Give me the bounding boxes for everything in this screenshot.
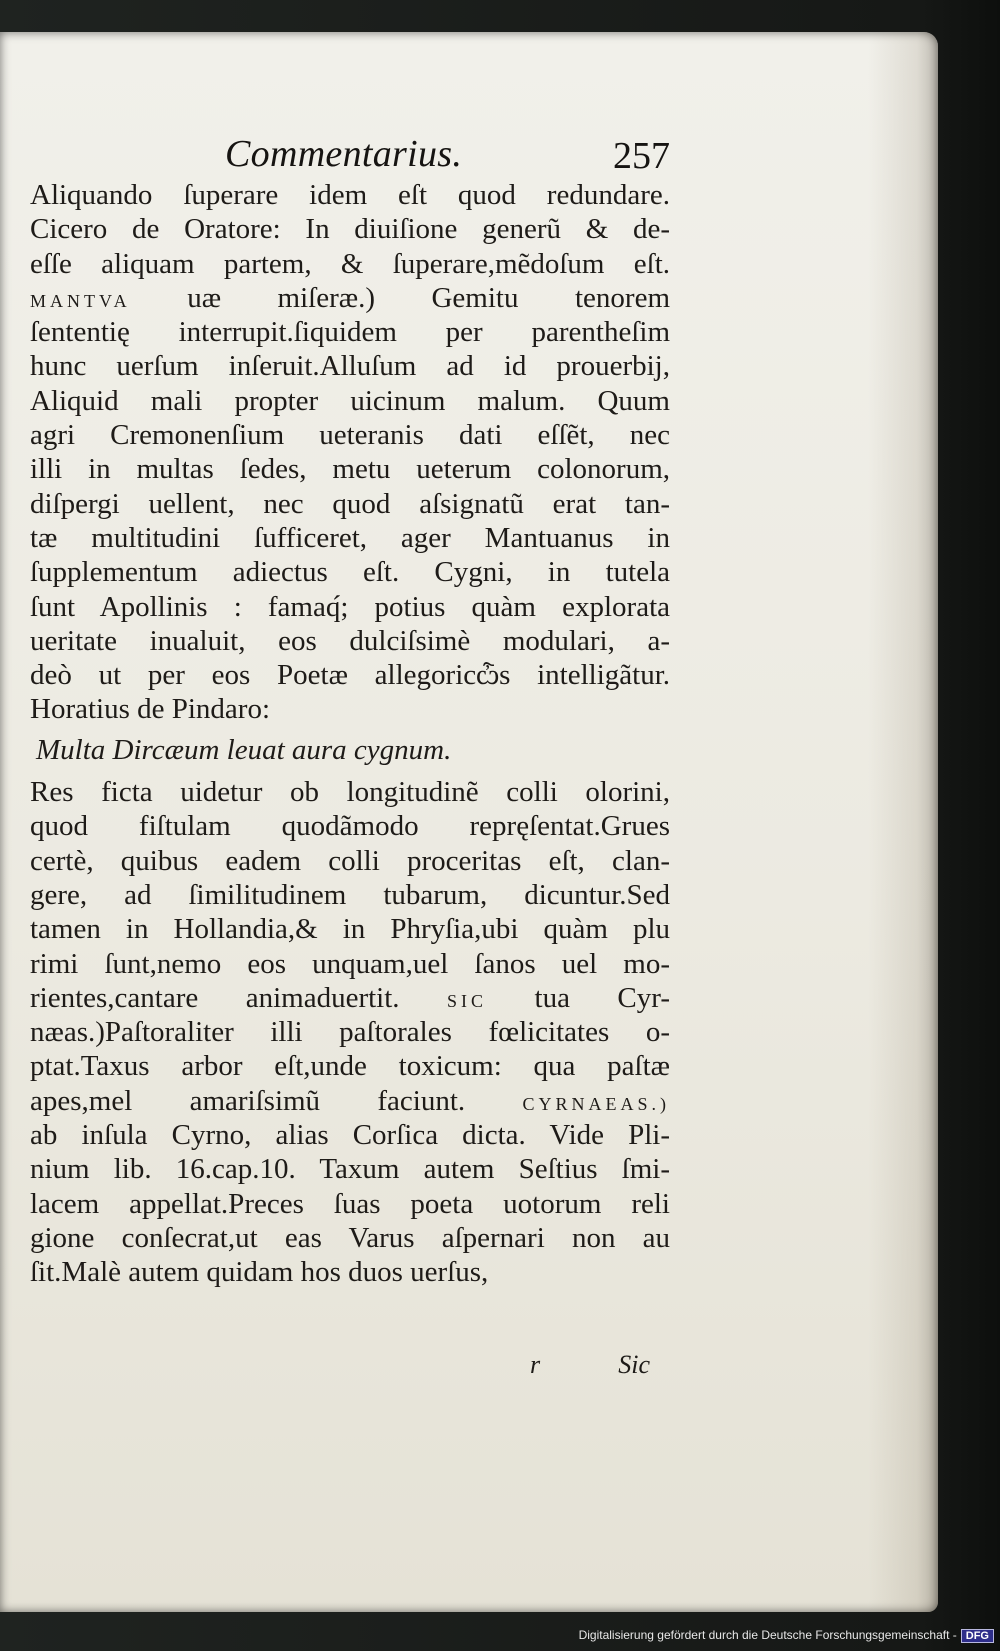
digitization-credit [579,1628,994,1643]
text-line [30,624,670,658]
text-segment: ſupplementum adiectus eſt. Cygni, in tutela [30,556,670,589]
text-segment: uæ miſeræ.) Gemitu tenorem [130,281,670,314]
lemma-smallcaps: CYRNAEAS.) [522,1093,670,1114]
text-line [30,178,670,212]
text-line [30,212,670,246]
text-segment: Res ficta uidetur ob longitudinẽ colli olorini, [30,776,670,809]
text-segment: Cicero de Oratore: In diuiſione generũ & de- [30,213,670,246]
text-line [30,1187,670,1221]
text-segment: lacem appellat.Preces ſuas poeta uotorum reli [30,1187,670,1220]
text-segment: eſſe aliquam partem, & ſuperare,mẽdoſum eſt. [30,247,670,280]
text-segment: nium lib. 16.cap.10. Taxum autem Seſtius ſmi- [30,1153,670,1186]
digitization-credit-text: Digitalisierung gefördert durch die Deutsche Forschungsgemeinschaft - [578,1628,957,1642]
text-segment: hunc uerſum inſeruit.Alluſum ad id prouerbij, [30,350,670,383]
dfg-logo: DFG [961,1629,994,1643]
text-segment: tamen in Hollandia,& in Phryſia,ubi quàm plu [30,913,670,946]
text-segment: diſpergi uellent, nec quod aſsignatũ erat tan- [30,487,670,520]
page-number: 257 [613,135,670,177]
text-segment: ſententię interrupit.ſiquidem per parentheſim [30,316,670,349]
text-line [30,315,670,349]
running-title: Commentarius. [225,133,463,175]
text-line [30,844,670,878]
signature-mark: r [530,1350,541,1379]
text-segment: certè, quibus eadem colli proceritas eſt, clan- [30,844,670,877]
text-line [30,878,670,912]
catchword: Sic [618,1350,650,1379]
page-footer [520,1350,650,1390]
text-segment: ſit.Malè autem quidam hos duos uerſus, [30,1256,489,1289]
text-line [30,775,670,809]
text-segment: deò ut per eos Poetæ allegoricѽs intelligãtur. [30,659,670,692]
text-segment: Multa Dircæum leuat aura cygnum. [36,733,452,766]
text-line [30,658,670,692]
text-line [30,487,670,521]
text-line [30,590,670,624]
text-line [30,349,670,383]
text-segment: agri Cremonenſium ueteranis dati eſſẽt, nec [30,419,670,452]
text-segment: illi in multas ſedes, metu ueterum colonorum, [30,453,670,486]
text-line [30,947,670,981]
text-line [30,1049,670,1083]
text-segment: Aliquando ſuperare idem eſt quod redundare. [30,179,670,211]
text-line [30,555,670,589]
text-line [30,1221,670,1255]
verse-quotation [30,733,670,767]
text-segment: tua Cyr- [487,981,670,1014]
text-line [30,1152,670,1186]
text-line [30,912,670,946]
text-segment: gere, ad ſimilitudinem tubarum, dicuntur.Sed [30,878,670,911]
text-line [30,247,670,281]
text-segment: apes,mel amariſsimũ faciunt. [30,1084,523,1117]
text-segment: quod fiſtulam quodãmodo repręſentat.Grues [30,810,670,843]
text-segment: gione conſecrat,ut eas Varus aſpernari non au [30,1221,670,1254]
text-segment: Aliquid mali propter uicinum malum. Quum [30,384,670,417]
text-segment: ptat.Taxus arbor eſt,unde toxicum: qua paſtæ [30,1050,670,1083]
lemma-smallcaps: MANTVA [30,290,131,311]
text-segment: Horatius de Pindaro: [30,693,271,726]
text-segment: ueritate inualuit, eos dulciſsimè modulari, a- [30,624,670,657]
text-line [30,809,670,843]
text-line [30,1015,670,1049]
text-line [30,692,670,726]
text-line [30,521,670,555]
text-segment: ſunt Apollinis : famaq́; potius quàm explorata [30,590,670,623]
text-line [30,1118,670,1152]
body-text [30,178,670,1290]
text-line [30,281,670,315]
text-segment: rientes,cantare animaduertit. [30,981,448,1014]
text-line [30,418,670,452]
text-segment: rimi ſunt,nemo eos unquam,uel ſanos uel mo- [30,947,670,980]
text-line [30,452,670,486]
text-line [30,1255,670,1289]
text-segment: ab inſula Cyrno, alias Corſica dicta. Vide Pli- [30,1119,670,1152]
text-line [30,384,670,418]
book-page [0,32,938,1612]
text-line [30,1084,670,1118]
text-segment: tæ multitudini ſufficeret, ager Mantuanus in [30,521,670,554]
lemma-smallcaps: SIC [447,990,488,1011]
text-segment: næas.)Paſtoraliter illi paſtorales fœlicitates o- [30,1016,670,1049]
text-line [30,981,670,1015]
